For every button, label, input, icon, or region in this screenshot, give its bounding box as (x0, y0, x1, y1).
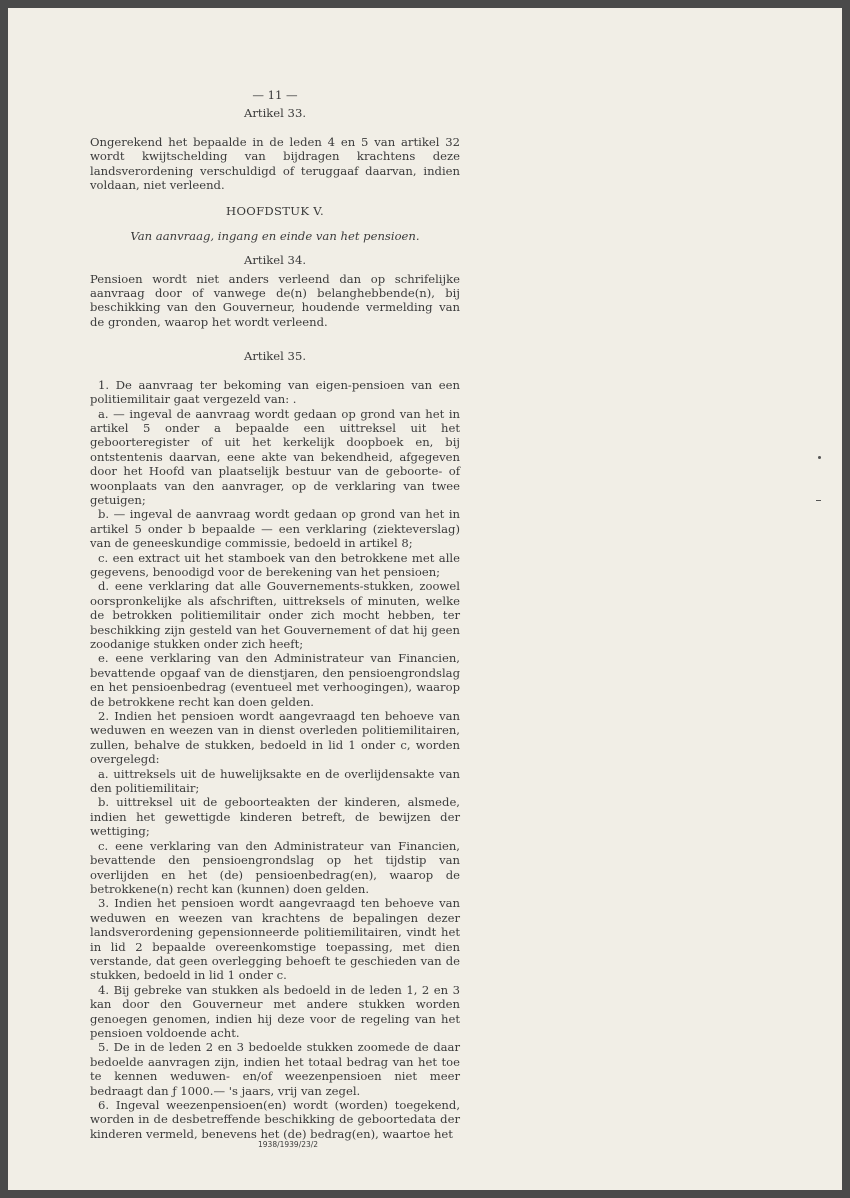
chapter-title: HOOFDSTUK V. (226, 204, 324, 219)
paragraph: c. eene verklaring van den Administrateur van Financien, bevattende den pensioengrondslag op het tijdstip van overlijden en het (de) pensioenbedrag(en), waarop de betrokkene(n) recht kan (kunnen) doen gelden. (90, 838, 460, 896)
article-35-body (90, 378, 460, 1142)
paragraph: e. eene verklaring van den Administrateur van Financien, bevattende opgaaf van de dienstjaren, den pensioengrondslag en het pensioenbedrag (eventueel met verhoogingen), waarop de betrokkene recht kan doen gelden. (90, 651, 460, 709)
paragraph: d. eene verklaring dat alle Gouvernements-stukken, zoowel oorspronkelijke als afschriften, uittreksels of minuten, welke de betrokken politiemilitair onder zich mocht hebben, ter beschikking zijn gesteld van het Gouvernement of dat hij geen zoodanige stukken onder zich heeft; (90, 579, 460, 651)
article-33-text: Ongerekend het bepaalde in de leden 4 en 5 van artikel 32 wordt kwijtschelding van bijdragen krachtens deze landsverordening verschuldigd of teruggaaf daarvan, indien voldaan, niet verleend. (90, 134, 460, 193)
chapter-subtitle: Van aanvraag, ingang en einde van het pensioen. (130, 228, 420, 243)
paragraph: b. — ingeval de aanvraag wordt gedaan op grond van het in artikel 5 onder b bepaalde — een verklaring (ziekteverslag) van de geneeskundige commissie, bedoeld in artikel 8; (90, 507, 460, 551)
paragraph: b. uittreksel uit de geboorteakten der kinderen, alsmede, indien het gewettigde kinderen betreft, de bewijzen der wettiging; (90, 795, 460, 839)
article-34-text: Pensioen wordt niet anders verleend dan op schrifelijke aanvraag door of vanwege de(n) belanghebbende(n), bij beschikking van den Gouverneur, houdende vermelding van de gronden, waarop het wordt verleend. (90, 271, 460, 329)
paper-speck (818, 456, 821, 459)
paragraph: 5. De in de leden 2 en 3 bedoelde stukken zoomede de daar bedoelde aanvragen zijn, indien het totaal bedrag van het toe te kennen weduwen- en/of weezenpensioen niet meer bedraagt dan ƒ 1000.— 's jaars, vrij van zegel. (90, 1040, 460, 1098)
paragraph: 2. Indien het pensioen wordt aangevraagd ten behoeve van weduwen en weezen van in dienst overleden politiemilitairen, zullen, behalve de stukken, bedoeld in lid 1 onder c, worden overgelegd: (90, 709, 460, 767)
paragraph: 3. Indien het pensioen wordt aangevraagd ten behoeve van weduwen en weezen van krachtens de bepalingen dezer landsverordening gepensionneerde politiemilitairen, vindt het in lid 2 bepaalde overeenkomstige toepassing, met dien verstande, dat geen overlegging behoeft te geschieden van de stukken, bedoeld in lid 1 onder c. (90, 896, 460, 983)
paragraph: c. een extract uit het stamboek van den betrokkene met alle gegevens, benoodigd voor de berekening van het pensioen; (90, 550, 460, 579)
paragraph: a. — ingeval de aanvraag wordt gedaan op grond van het in artikel 5 onder a bepaalde een uittreksel uit het geboorteregister of uit het kerkelijk doopboek en, bij ontstentenis daarvan, eene akte van bekendheid, afgegeven door het Hoofd van plaatselijk bestuur van de geboorte- of woonplaats van den aanvrager, op de verklaring van twee getuigen; (90, 406, 460, 507)
paper-speck (816, 500, 821, 501)
page-number: — 11 — (252, 88, 298, 102)
article-33-title: Artikel 33. (244, 106, 306, 121)
paragraph: 4. Bij gebreke van stukken als bedoeld in de leden 1, 2 en 3 kan door den Gouverneur met andere stukken worden genoegen genomen, indien hij deze voor de regeling van het pensioen voldoende acht. (90, 982, 460, 1040)
paragraph: 6. Ingeval weezenpensioen(en) wordt (worden) toegekend, worden in de desbetreffende beschikking de geboortedata der kinderen vermeld, benevens het (de) bedrag(en), waartoe het (90, 1098, 460, 1141)
text-column (90, 88, 460, 1141)
paragraph: a. uittreksels uit de huwelijksakte en de overlijdensakte van den politiemilitair; (90, 766, 460, 796)
document-page (8, 8, 842, 1190)
paragraph: 1. De aanvraag ter bekoming van eigen-pensioen van een politiemilitair gaat vergezeld van: . (90, 377, 460, 407)
footer-code: 1938/1939/23/2 (258, 1140, 319, 1149)
article-34-title: Artikel 34. (244, 253, 306, 268)
article-35-title: Artikel 35. (244, 349, 306, 364)
